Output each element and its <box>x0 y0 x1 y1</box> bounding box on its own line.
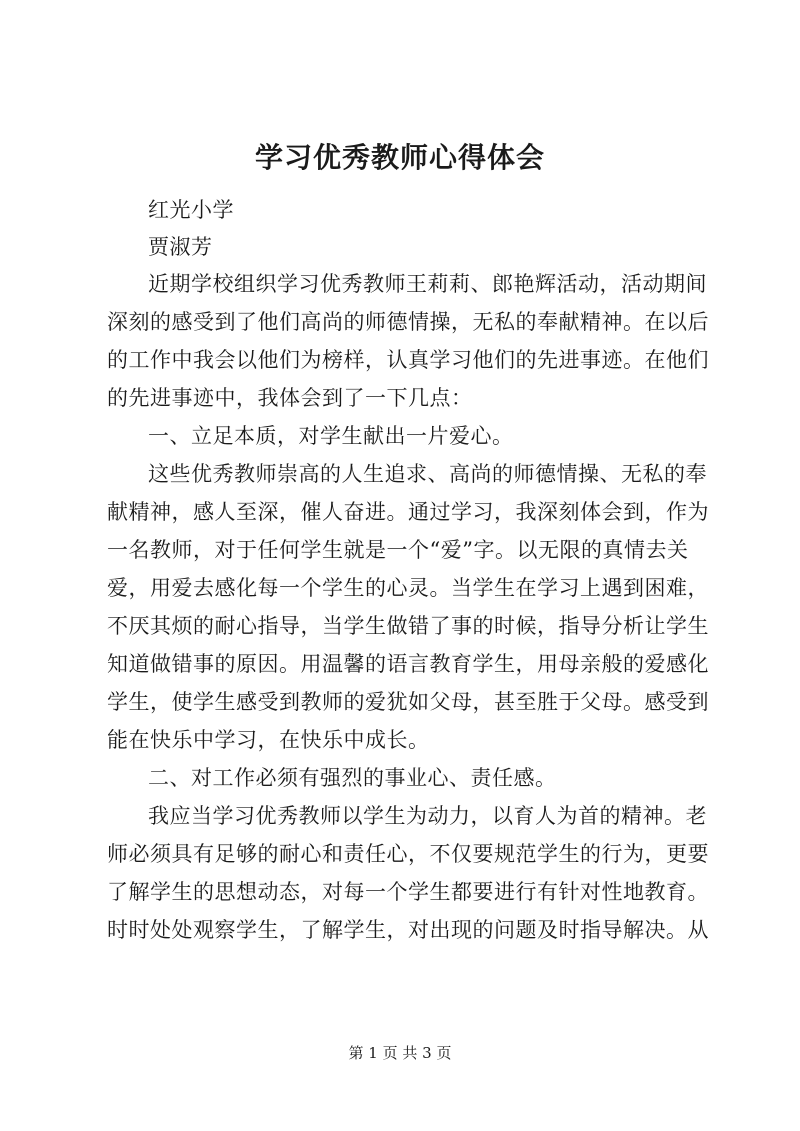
body-line: 深刻的感受到了他们高尚的师德情操，无私的奉献精神。在以后 <box>107 310 709 334</box>
author-name: 贾淑芳 <box>148 235 213 259</box>
body-line: 的工作中我会以他们为榜样，认真学习他们的先进事迹。在他们 <box>107 348 709 372</box>
body-line: 爱，用爱去感化每一个学生的心灵。当学生在学习上遇到困难， <box>107 576 709 600</box>
page-footer: 第 1 页 共 3 页 <box>348 1044 452 1062</box>
body-line: 师必须具有足够的耐心和责任心，不仅要规范学生的行为，更要 <box>107 842 709 866</box>
body-line: 近期学校组织学习优秀教师王莉莉、郎艳辉活动，活动期间 <box>148 272 707 296</box>
body-line: 能在快乐中学习，在快乐中成长。 <box>107 728 430 752</box>
school-name: 红光小学 <box>148 198 234 222</box>
body-line: 不厌其烦的耐心指导，当学生做错了事的时候，指导分析让学生 <box>107 614 709 638</box>
body-line: 的先进事迹中，我体会到了一下几点： <box>107 386 473 410</box>
section-heading: 二、对工作必须有强烈的事业心、责任感。 <box>148 766 557 790</box>
body-line: 献精神，感人至深，催人奋进。通过学习，我深刻体会到，作为 <box>107 500 709 524</box>
body-line: 学生，使学生感受到教师的爱犹如父母，甚至胜于父母。感受到 <box>107 690 709 714</box>
document-title: 学习优秀教师心得体会 <box>254 141 545 174</box>
body-line: 一名教师，对于任何学生就是一个“爱”字。以无限的真情去关 <box>107 538 689 562</box>
body-line: 知道做错事的原因。用温馨的语言教育学生，用母亲般的爱感化 <box>107 652 709 676</box>
body-line: 我应当学习优秀教师以学生为动力，以育人为首的精神。老 <box>148 804 707 828</box>
body-line: 这些优秀教师崇高的人生追求、高尚的师德情操、无私的奉 <box>148 462 707 486</box>
body-line: 了解学生的思想动态，对每一个学生都要进行有针对性地教育。 <box>107 880 709 904</box>
section-heading: 一、立足本质，对学生献出一片爱心。 <box>148 424 514 448</box>
body-line: 时时处处观察学生，了解学生，对出现的问题及时指导解决。从 <box>107 918 709 942</box>
